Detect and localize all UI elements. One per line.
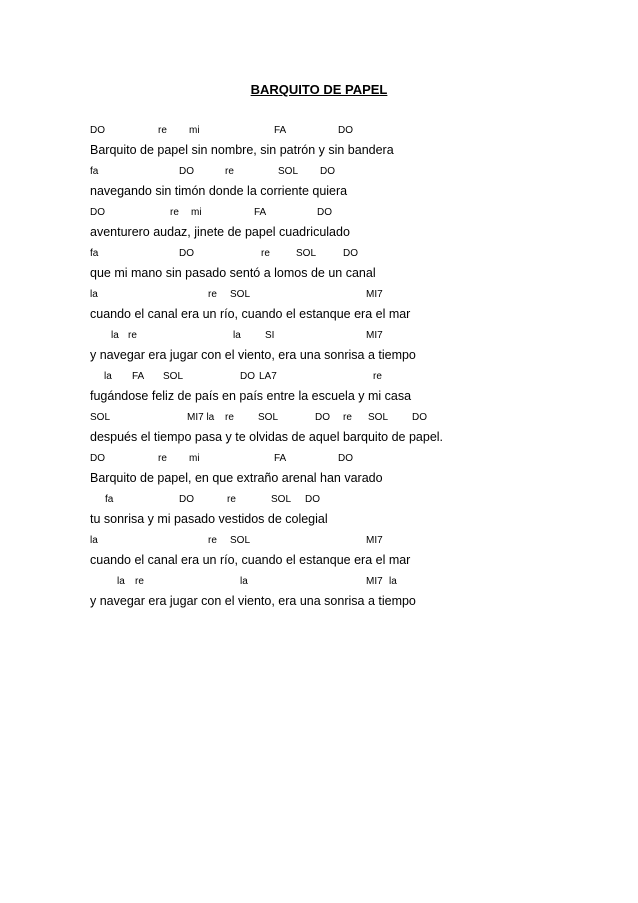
lyric-line: que mi mano sin pasado sentó a lomos de un canal — [90, 266, 376, 280]
chord: re — [208, 289, 217, 300]
chord: DO — [90, 125, 105, 136]
chord: SOL — [230, 289, 251, 300]
chord: fa — [90, 166, 99, 177]
chord: la — [90, 289, 98, 300]
chord: re — [170, 207, 179, 218]
chord: SOL — [163, 371, 184, 382]
chord: DO — [320, 166, 335, 177]
chord: re — [227, 494, 236, 505]
chord: re — [225, 166, 234, 177]
chord: re — [135, 576, 144, 587]
chord: re — [225, 412, 234, 423]
lyric-line: fugándose feliz de país en país entre la escuela y mi casa — [90, 389, 412, 403]
chord: SOL — [296, 248, 317, 259]
lyric-line: Barquito de papel, en que extraño arenal han varado — [90, 471, 383, 485]
chord: FA — [274, 125, 287, 136]
chord: re — [261, 248, 270, 259]
lyric-line: tu sonrisa y mi pasado vestidos de colegial — [90, 512, 328, 526]
chord: re — [158, 125, 167, 136]
chord: FA — [274, 453, 287, 464]
chord: la — [233, 330, 241, 341]
chord: SOL — [90, 412, 111, 423]
chord: MI7 — [366, 330, 383, 341]
chord: re — [343, 412, 352, 423]
chord: fa — [90, 248, 99, 259]
lyric-line: y navegar era jugar con el viento, era una sonrisa a tiempo — [90, 348, 416, 362]
chord: SOL — [368, 412, 389, 423]
lyric-line: aventurero audaz, jinete de papel cuadriculado — [90, 225, 350, 239]
chord: la — [117, 576, 125, 587]
lyric-line: navegando sin timón donde la corriente quiera — [90, 184, 348, 198]
song-title: BARQUITO DE PAPEL — [250, 82, 388, 97]
chord: la — [240, 576, 248, 587]
lyric-line: Barquito de papel sin nombre, sin patrón y sin bandera — [90, 143, 394, 157]
chord: DO — [179, 494, 194, 505]
chord: mi — [189, 125, 200, 136]
chord: fa — [105, 494, 114, 505]
chord: re — [128, 330, 137, 341]
chord: DO — [305, 494, 320, 505]
lyric-line: después el tiempo pasa y te olvidas de aquel barquito de papel. — [90, 430, 444, 444]
lyric-line: cuando el canal era un río, cuando el estanque era el mar — [90, 307, 411, 321]
lyric-line: y navegar era jugar con el viento, era una sonrisa a tiempo — [90, 594, 416, 608]
chord: DO — [412, 412, 427, 423]
lyric-line: cuando el canal era un río, cuando el estanque era el mar — [90, 553, 411, 567]
chord: la — [111, 330, 119, 341]
chord: DO — [315, 412, 330, 423]
chord: MI7 la — [187, 412, 215, 423]
chord: SOL — [278, 166, 299, 177]
chord: MI7 — [366, 289, 383, 300]
chord: DO — [240, 371, 255, 382]
chord: MI7 — [366, 535, 383, 546]
chord: DO — [90, 207, 105, 218]
chord: MI7 — [366, 576, 383, 587]
chord: FA — [254, 207, 267, 218]
chord: FA — [132, 371, 145, 382]
chord: la — [90, 535, 98, 546]
chord: DO — [90, 453, 105, 464]
chord: DO — [317, 207, 332, 218]
chord: mi — [191, 207, 202, 218]
chord: re — [373, 371, 382, 382]
chord: DO — [343, 248, 358, 259]
chord: DO — [338, 125, 353, 136]
chord: DO — [179, 248, 194, 259]
chord: SI — [265, 330, 275, 341]
chord: DO — [338, 453, 353, 464]
chord: la — [104, 371, 112, 382]
chord: SOL — [230, 535, 251, 546]
chord: LA7 — [259, 371, 277, 382]
chord: SOL — [258, 412, 279, 423]
chord: SOL — [271, 494, 292, 505]
chord: re — [158, 453, 167, 464]
chord: DO — [179, 166, 194, 177]
chord: la — [389, 576, 397, 587]
chord: mi — [189, 453, 200, 464]
chord: re — [208, 535, 217, 546]
